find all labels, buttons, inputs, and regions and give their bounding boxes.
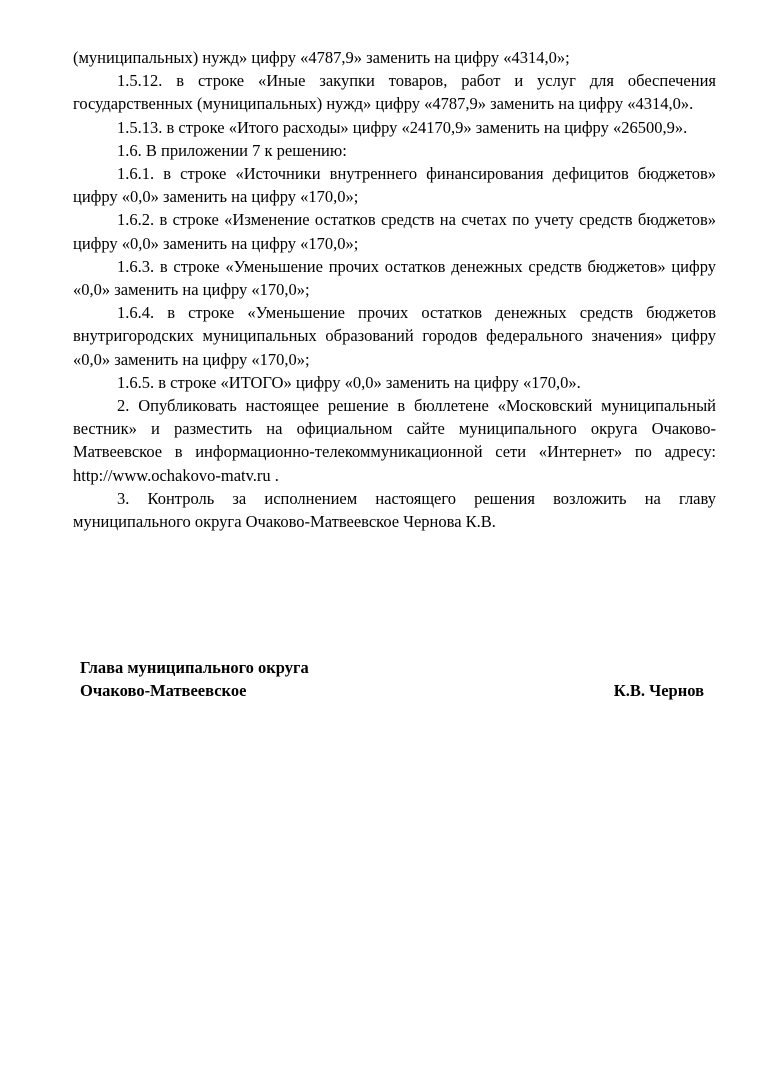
document-body xyxy=(73,46,716,533)
signature-block xyxy=(80,656,704,702)
paragraph-1-6-1: 1.6.1. в строке «Источники внутреннего финансирования дефицитов бюджетов» цифру «0,0» заменить на цифру «170,0»; xyxy=(73,164,716,207)
paragraph-1-6-3: 1.6.3. в строке «Уменьшение прочих остатков денежных средств бюджетов» цифру «0,0» заменить на цифру «170,0»; xyxy=(73,256,716,300)
paragraph-1-6: 1.6. В приложении 7 к решению: xyxy=(117,140,347,160)
paragraph-continuation: (муниципальных) нужд» цифру «4787,9» заменить на цифру «4314,0»; xyxy=(73,48,570,67)
signature-line-1 xyxy=(80,656,704,679)
document-page xyxy=(73,46,716,533)
paragraph-1-6-5: 1.6.5. в строке «ИТОГО» цифру «0,0» заменить на цифру «170,0». xyxy=(117,372,581,392)
paragraph-2-publish: 2. Опубликовать настоящее решение в бюллетене «Московский муниципальный вестник» и разместить на официальном сайте муниципального округа Очаково-Матвеевское в информационно-телекоммуникационной сети «Интернет» по адресу: http://www.ochakovo-matv.ru . xyxy=(73,396,716,485)
paragraph-1-6-2: 1.6.2. в строке «Изменение остатков средств на счетах по учету средств бюджетов» цифру «0,0» заменить на цифру «170,0»; xyxy=(73,210,716,253)
signature-position-line-1: Глава муниципального округа xyxy=(80,658,309,677)
paragraph-1-5-13: 1.5.13. в строке «Итого расходы» цифру «24170,9» заменить на цифру «26500,9». xyxy=(117,117,688,137)
signature-name: К.В. Чернов xyxy=(613,681,704,701)
paragraph-1-5-12: 1.5.12. в строке «Иные закупки товаров, работ и услуг для обеспечения государственных (муниципальных) нужд» цифру «4787,9» заменить на цифру «4314,0». xyxy=(73,71,716,114)
signature-position-line-2: Очаково-Матвеевское xyxy=(80,681,247,701)
signature-line-2 xyxy=(80,679,704,702)
paragraph-1-6-4: 1.6.4. в строке «Уменьшение прочих остатков денежных средств бюджетов внутригородских муниципальных образований городов федерального значения» цифру «0,0» заменить на цифру «170,0»; xyxy=(73,303,716,369)
paragraph-3-control: 3. Контроль за исполнением настоящего решения возложить на главу муниципального округа Очаково-Матвеевское Чернова К.В. xyxy=(73,488,716,532)
